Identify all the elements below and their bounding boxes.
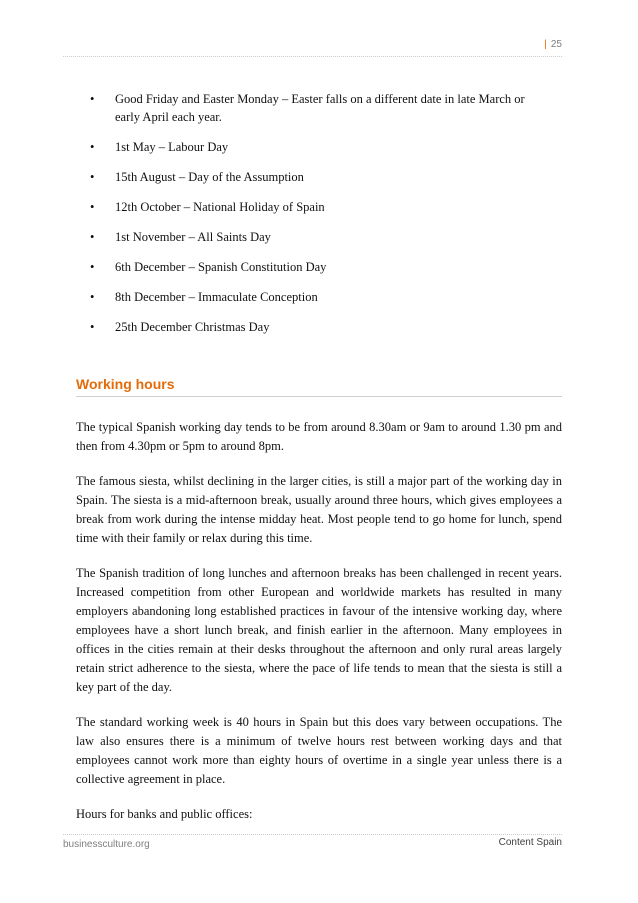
bullet-icon: •: [90, 230, 95, 244]
list-item: [90, 138, 550, 156]
footer-title: Content Spain: [498, 837, 562, 848]
list-item-text: Good Friday and Easter Monday – Easter falls on a different date in late March or early April each year.: [115, 92, 525, 124]
page-number-value: 25: [550, 39, 562, 50]
list-item-text: 6th December – Spanish Constitution Day: [115, 260, 327, 274]
paragraph: The famous siesta, whilst declining in the larger cities, is still a major part of the working day in Spain. The siesta is a mid-afternoon break, usually around three hours, which gives employees a break from work during the intense midday heat. Most people tend to go home for lunch, spend time with their family or relax during this time.: [76, 474, 562, 545]
bullet-icon: •: [90, 320, 95, 334]
section-heading: Working hours: [76, 376, 175, 392]
list-item: [90, 168, 550, 186]
section-divider: [76, 396, 562, 397]
bullet-icon: •: [90, 290, 95, 304]
bullet-icon: •: [90, 260, 95, 274]
section-body: [76, 418, 562, 840]
footer-divider: [63, 834, 562, 835]
header-separator: |: [544, 39, 547, 50]
list-item-text: 1st May – Labour Day: [115, 140, 229, 154]
list-item-text: 8th December – Immaculate Conception: [115, 290, 318, 304]
holiday-list: [90, 90, 550, 348]
bullet-icon: •: [90, 140, 95, 154]
paragraph: Hours for banks and public offices:: [76, 807, 253, 821]
footer-site: businessculture.org: [63, 839, 150, 850]
bullet-icon: •: [90, 92, 95, 106]
list-item: [90, 258, 550, 276]
bullet-icon: •: [90, 170, 95, 184]
list-item-text: 25th December Christmas Day: [115, 320, 270, 334]
paragraph: The typical Spanish working day tends to be from around 8.30am or 9am to around 1.30 pm and then from 4.30pm or 5pm to around 8pm.: [76, 420, 562, 453]
list-item: [90, 90, 550, 126]
list-item-text: 15th August – Day of the Assumption: [115, 170, 304, 184]
page-number: [544, 39, 562, 50]
list-item: [90, 198, 550, 216]
paragraph: The Spanish tradition of long lunches and afternoon breaks has been challenged in recent years. Increased competition from other European and worldwide markets has resulted in many employers abandoning long established practices in favour of the intensive working day, where employees have a short lunch break, and finish earlier in the afternoon. Many employees in offices in the cities remain at their desks throughout the afternoon and only rural areas largely retain strict adherence to the siesta, where the pace of life tends to mean that the siesta is still a key part of the day.: [76, 566, 562, 694]
bullet-icon: •: [90, 200, 95, 214]
header-divider: [63, 56, 562, 57]
paragraph: The standard working week is 40 hours in Spain but this does vary between occupations. The law also ensures there is a minimum of twelve hours rest between working days and that employees cannot work more than eighty hours of overtime in a single year unless there is a collective agreement in place.: [76, 715, 562, 786]
list-item-text: 12th October – National Holiday of Spain: [115, 200, 325, 214]
list-item: [90, 318, 550, 336]
list-item: [90, 288, 550, 306]
list-item-text: 1st November – All Saints Day: [115, 230, 271, 244]
list-item: [90, 228, 550, 246]
